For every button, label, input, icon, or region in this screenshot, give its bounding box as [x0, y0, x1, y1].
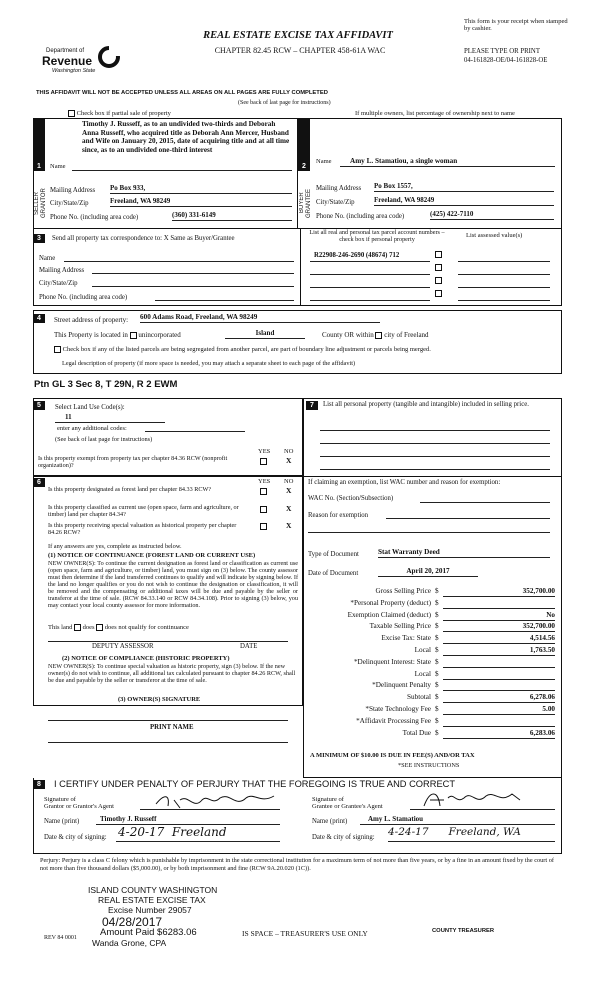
legal-description[interactable]: Ptn GL 3 Sec 8, T 29N, R 2 EWM — [34, 379, 178, 390]
financial-dollar-sign: $ — [435, 669, 439, 678]
financial-row — [305, 646, 555, 657]
historic-no-mark[interactable]: X — [286, 521, 292, 530]
street-value[interactable]: 600 Adams Road, Freeland, WA 98249 — [140, 313, 380, 323]
section3-mailing-line[interactable] — [92, 273, 294, 274]
section3-phone-line[interactable] — [155, 300, 294, 301]
revenue-swirl-icon — [98, 46, 120, 68]
financial-label: *Delinquent Interest: State — [353, 657, 431, 666]
wac-line[interactable] — [420, 502, 550, 503]
type-note: PLEASE TYPE OR PRINT — [464, 48, 540, 55]
forest-yes-checkbox[interactable] — [260, 488, 267, 495]
financial-value[interactable] — [443, 658, 555, 668]
location-row: This Property is located in unincorporated — [54, 331, 181, 339]
logo-dept: Department of — [46, 48, 85, 54]
section-7-badge: 7 — [306, 401, 318, 410]
financial-dollar-sign: $ — [435, 598, 439, 607]
financial-row — [305, 622, 555, 633]
financial-value[interactable]: 4,514.56 — [443, 634, 555, 644]
seller-city-label: City/State/Zip — [50, 200, 89, 207]
financial-row — [305, 693, 555, 704]
section3-name-line[interactable] — [64, 261, 294, 262]
grantor-signature-label-2: Grantor or Grantor's Agent — [44, 803, 114, 810]
financial-label: Subtotal — [407, 693, 431, 702]
logo-revenue: Revenue — [42, 54, 93, 68]
additional-codes-line[interactable] — [145, 431, 245, 432]
financial-dollar-sign: $ — [435, 693, 439, 702]
partial-sale-checkbox[interactable] — [68, 110, 75, 117]
financial-value[interactable]: No — [443, 611, 555, 621]
parcel-line-1 — [310, 261, 430, 262]
financial-label: *Personal Property (deduct) — [350, 598, 431, 607]
personal-property-line-2[interactable] — [320, 443, 550, 444]
section3-city-line[interactable] — [92, 286, 294, 287]
financial-row — [305, 705, 555, 716]
financial-value[interactable]: 352,700.00 — [443, 622, 555, 632]
financial-row — [305, 729, 555, 740]
financial-value[interactable] — [443, 717, 555, 727]
financial-dollar-sign: $ — [435, 587, 439, 595]
grantee-name-value[interactable]: Amy L. Stamatiou — [360, 815, 555, 825]
dor-logo — [36, 44, 126, 78]
personal-property-line-4[interactable] — [320, 469, 550, 470]
seller-name-underline — [72, 170, 292, 171]
certify-statement: I CERTIFY UNDER PENALTY OF PERJURY THAT THE FOREGOING IS TRUE AND CORRECT — [54, 779, 456, 789]
reason-line-1[interactable] — [386, 518, 550, 519]
notice1-text: NEW OWNER(S): To continue the current designation as forest land or classification as current use (open space, farm and agriculture, or timber) land, you must sign on (3) below. The county assessor must then determine if the land transferred continues to qualify and will indicate by signing below. If the land no longer qualifies or you do not wish to continue the designation or classification, it will be removed and the compensating or additional taxes will be due and payable by the seller or transferor at the time of sale. (RCW 84.33.140 or RCW 84.34.108). Prior to signing (3) below, you may contact your local county assessor for more information. — [48, 560, 298, 609]
personal-property-line-1[interactable] — [320, 430, 550, 431]
buyer-city-label: City/State/Zip — [316, 199, 355, 206]
financial-label: *Delinquent Penalty — [372, 681, 431, 690]
financial-value[interactable]: 6,278.06 — [443, 693, 555, 703]
personal-property-checkbox-1[interactable] — [435, 251, 442, 258]
form-title: REAL ESTATE EXCISE TAX AFFIDAVIT — [203, 30, 393, 41]
exemption-label: If claiming an exemption, list WAC number and reason for exemption: — [308, 479, 501, 486]
receipt-note: This form is your receipt when stamped by cashier. — [464, 18, 568, 33]
section-6-badge: 6 — [33, 478, 45, 487]
grantor-date-city-value[interactable]: 4-20-17 Freeland — [116, 826, 280, 842]
financial-value[interactable] — [443, 681, 555, 691]
financial-row — [305, 717, 555, 728]
personal-property-label: List all personal property (tangible and intangible) included in selling price. — [323, 401, 529, 408]
financial-value[interactable]: 6,283.06 — [443, 729, 555, 739]
street-label: Street address of property: — [54, 316, 129, 324]
financial-dollar-sign: $ — [435, 622, 439, 631]
doc-type-label: Type of Document — [308, 551, 359, 558]
buyer-side-label: BUYER GRANTEE — [299, 188, 312, 218]
current-use-no-mark[interactable]: X — [286, 504, 292, 513]
financial-label: Taxable Selling Price — [369, 622, 431, 631]
financial-label: *State Technology Fee — [365, 705, 431, 713]
current-use-question: Is this property classified as current use (open space, farm and agriculture, or timber) land per chapter 84.34? — [48, 504, 239, 519]
seller-name-value[interactable]: Timothy J. Russeff, as to an undivided two-thirds and Deborah Anna Russeff, who acquired title as Deborah Ann Mercer, Husband and Wife on January 20, 2015, date of acquiring title and at all time since, as to an undivided one-third interest — [82, 120, 290, 154]
seller-name-label: Name — [50, 163, 66, 170]
financial-dollar-sign: $ — [435, 728, 439, 737]
stamp-line-1: ISLAND COUNTY WASHINGTON — [88, 885, 218, 895]
buyer-name-value[interactable]: Amy L. Stamatiou, a single woman — [350, 157, 458, 165]
seller-mailing-value[interactable]: Po Box 933, — [110, 184, 292, 194]
financial-label: Exemption Claimed (deduct) — [347, 610, 431, 619]
financial-row — [305, 634, 555, 645]
parcel-header: List all real and personal tax parcel account numbers – check box if personal property — [309, 229, 445, 244]
city-row: County OR within city of Freeland — [322, 331, 429, 339]
buyer-phone-label: Phone No. (including area code) — [316, 213, 405, 220]
seller-black-bar — [33, 118, 45, 162]
grantor-signature-line — [140, 809, 280, 810]
stamp-line-2: REAL ESTATE EXCISE TAX — [98, 895, 206, 906]
doc-type-value[interactable]: Stat Warranty Deed — [378, 548, 550, 558]
owner-signature-line[interactable] — [48, 720, 288, 721]
financial-label: Local — [414, 646, 431, 654]
buyer-mailing-value[interactable]: Po Box 1557, — [374, 182, 554, 192]
treasurer-stamp — [88, 885, 217, 948]
section-2-badge: 2 — [298, 162, 310, 171]
financial-label: *Affidavit Processing Fee — [356, 716, 431, 725]
financial-row — [305, 670, 555, 681]
notice2-title: (2) NOTICE OF COMPLIANCE (HISTORIC PROPERTY) — [62, 655, 230, 662]
does-qualify-checkbox[interactable] — [74, 624, 81, 631]
segregated-row: Check box if any of the listed parcels are being segregated from another parcel, are part of boundary line adjustment or parcels being merged. — [54, 346, 431, 353]
grantor-signature-label-1: Signature of — [44, 796, 76, 803]
parcel-number[interactable]: R22908-246-2690 (48674) 712 — [314, 252, 400, 259]
grantee-signature-label-1: Signature of — [312, 796, 344, 803]
stamp-line-5: Amount Paid $6283.06 — [100, 927, 197, 939]
seller-city-value[interactable]: Freeland, WA 98249 — [110, 197, 292, 207]
historic-question: Is this property receiving special valuation as historical property per chapter 84.26 RCW? — [48, 522, 237, 537]
city-checkbox[interactable] — [375, 332, 382, 339]
assessed-header: List assessed value(s) — [466, 232, 523, 239]
logo-state: Washington State — [52, 68, 96, 74]
perjury-statement: Perjury: Perjury is a class C felony which is punishable by imprisonment in the state correctional institution for a maximum term of not more than five years, or by a fine in an amount fixed by the court of not more than five thousand dollars ($5,000.00), or by both imprisonment and fine (RCW 9A.20.020 (1C)). — [40, 857, 554, 872]
county-value[interactable]: Island — [225, 329, 305, 339]
exempt-yes-checkbox[interactable] — [260, 458, 267, 465]
see-instructions-note: *SEE INSTRUCTIONS — [398, 762, 460, 769]
form-numbers: 04-161828-OE/04-161828-OE — [464, 57, 548, 64]
reason-line-2[interactable] — [308, 532, 550, 533]
section3-phone-label: Phone No. (including area code) — [39, 294, 128, 301]
financial-row — [305, 611, 555, 622]
legal-label: Legal description of property (if more space is needed, you may attach a separate sheet to each page of the affidavit) — [62, 360, 356, 367]
financial-value[interactable]: 5.00 — [443, 705, 555, 715]
buyer-phone-value[interactable]: (425) 422-7110 — [430, 210, 554, 220]
seller-phone-value[interactable]: (360) 331-6149 — [172, 211, 292, 221]
financial-label: Gross Selling Price — [375, 587, 431, 595]
form-chapter: CHAPTER 82.45 RCW – CHAPTER 458-61A WAC — [214, 46, 386, 55]
current-use-yes-checkbox[interactable] — [260, 506, 267, 513]
section3-name-label: Name — [39, 255, 56, 262]
buyer-name-underline — [340, 166, 555, 167]
rev-number: REV 84 0001 — [44, 935, 77, 941]
assessed-line-4[interactable] — [458, 300, 550, 301]
grantee-date-city-value[interactable]: 4-24-17 Freeland, WA — [388, 826, 555, 842]
stamp-line-4: 04/28/2017 — [102, 914, 163, 929]
forest-no-mark[interactable]: X — [286, 486, 292, 495]
grantee-name-label: Name (print) — [312, 818, 348, 825]
seller-side-label: SELLER GRANTOR — [34, 188, 47, 218]
financial-row — [305, 587, 555, 598]
county-treasurer-label: COUNTY TREASURER — [432, 928, 495, 934]
treasurer-use-note: IS SPACE – TREASURER'S USE ONLY — [242, 929, 368, 938]
instructions-note: (See back of last page for instructions) — [238, 100, 331, 106]
personal-property-checkbox-4[interactable] — [435, 290, 442, 297]
personal-property-checkbox-3[interactable] — [435, 277, 442, 284]
section7-exemption-rule — [303, 476, 562, 477]
buyer-mailing-label: Mailing Address — [316, 185, 362, 192]
parcel-line-3[interactable] — [310, 287, 430, 288]
section-1-badge: 1 — [33, 162, 45, 171]
section3-label: Send all property tax correspondence to: X Same as Buyer/Grantee — [52, 235, 235, 242]
deputy-assessor-label: DEPUTY ASSESSOR — [92, 643, 154, 650]
section6-no: NO — [284, 478, 294, 485]
partial-sale-row: Check box if partial sale of property — [68, 110, 171, 117]
financial-dollar-sign: $ — [435, 681, 439, 690]
deputy-date-label: DATE — [240, 643, 258, 650]
land-use-label: Select Land Use Code(s): — [55, 404, 125, 411]
parcel-line-2[interactable] — [310, 274, 430, 275]
section-5-badge: 5 — [33, 401, 45, 410]
grantor-date-city-label: Date & city of signing: — [44, 834, 107, 841]
seller-mailing-label: Mailing Address — [50, 187, 96, 194]
financial-dollar-sign: $ — [435, 610, 439, 619]
exempt-no-mark[interactable]: X — [286, 456, 292, 465]
financial-label: Excise Tax: State — [381, 634, 431, 643]
assessor-signature-line[interactable] — [48, 641, 288, 642]
financial-dollar-sign: $ — [435, 705, 439, 713]
grantee-signature-line — [410, 809, 555, 810]
financial-dollar-sign: $ — [435, 634, 439, 643]
notice1-title: (1) NOTICE OF CONTINUANCE (FOREST LAND OR CURRENT USE) — [48, 552, 256, 559]
wac-label: WAC No. (Section/Subsection) — [308, 495, 394, 502]
financial-row — [305, 599, 555, 610]
section5-no: NO — [284, 448, 294, 455]
section3-mailing-label: Mailing Address — [39, 267, 85, 274]
financial-dollar-sign: $ — [435, 716, 439, 725]
print-name-label: PRINT NAME — [150, 724, 194, 731]
financial-value[interactable] — [443, 599, 555, 609]
seller-phone-label: Phone No. (including area code) — [50, 214, 139, 221]
section-8-badge: 8 — [33, 780, 45, 789]
exempt-question: Is this property exempt from property tax per chapter 84.36 RCW (nonprofit organization)? — [38, 455, 228, 470]
buyer-city-value[interactable]: Freeland, WA 98249 — [374, 196, 554, 206]
if-yes-note: If any answers are yes, complete as instructed below. — [48, 543, 182, 550]
grantee-date-city-label: Date & city of signing: — [312, 834, 375, 841]
section-4-badge: 4 — [33, 314, 45, 323]
grantor-name-label: Name (print) — [44, 818, 80, 825]
warning-text: THIS AFFIDAVIT WILL NOT BE ACCEPTED UNLESS ALL AREAS ON ALL PAGES ARE FULLY COMPLETED — [36, 90, 328, 96]
forest-question: Is this property designated as forest land per chapter 84.33 RCW? — [48, 486, 212, 493]
does-not-qualify-checkbox[interactable] — [96, 624, 103, 631]
doc-date-value[interactable]: April 20, 2017 — [378, 567, 478, 577]
stamp-line-6: Wanda Grone, CPA — [92, 938, 167, 949]
financial-dollar-sign: $ — [435, 646, 439, 654]
multiple-owners-note: If multiple owners, list percentage of ownership next to name — [355, 110, 515, 117]
grantor-name-value[interactable]: Timothy J. Russeff — [96, 815, 280, 825]
reason-label: Reason for exemption — [308, 512, 369, 519]
financial-label: Local — [414, 669, 431, 678]
doc-date-label: Date of Document — [308, 570, 359, 577]
assessed-line-1[interactable] — [458, 261, 550, 262]
land-use-value[interactable]: 11 — [55, 413, 165, 423]
financial-label: Total Due — [402, 728, 431, 737]
personal-property-checkbox-2[interactable] — [435, 264, 442, 271]
personal-property-line-3[interactable] — [320, 456, 550, 457]
section3-top-rule — [33, 228, 562, 229]
parcel-line-4[interactable] — [310, 300, 430, 301]
financial-row — [305, 658, 555, 669]
unincorporated-checkbox[interactable] — [130, 332, 137, 339]
owner-signature-label: (3) OWNER(S) SIGNATURE — [118, 696, 201, 703]
financial-value[interactable] — [443, 670, 555, 680]
grantee-signature-label-2: Grantee or Grantee's Agent — [312, 803, 383, 810]
section3-divider — [300, 228, 301, 306]
section-3-badge: 3 — [33, 234, 45, 243]
stamp-line-3: Excise Number 29057 — [108, 905, 192, 916]
section6-yes: YES — [258, 478, 271, 485]
qualify-row: This land does does not qualify for continuance — [48, 624, 189, 631]
financial-row — [305, 681, 555, 692]
print-name-line[interactable] — [48, 742, 288, 743]
historic-yes-checkbox[interactable] — [260, 523, 267, 530]
assessed-line-3[interactable] — [458, 287, 550, 288]
financial-dollar-sign: $ — [435, 657, 439, 666]
notice2-text: NEW OWNER(S): To continue special valuation as historic property, sign (3) below. If the new owner(s) do not wish to continue, all additional tax calculated pursuant to chapter 84.26 RCW, shall be due and payable by the seller or transferor at the time of sale. — [48, 663, 296, 684]
financial-value[interactable]: 1,763.50 — [443, 646, 555, 656]
additional-codes-label: enter any additional codes: — [57, 425, 127, 432]
buyer-name-label: Name — [316, 158, 332, 165]
buyer-black-bar — [298, 118, 310, 162]
minimum-fee-note: A MINIMUM OF $10.00 IS DUE IN FEE(S) AND/OR TAX — [310, 752, 475, 759]
section5-yes: YES — [258, 448, 271, 455]
section3-city-label: City/State/Zip — [39, 280, 78, 287]
assessed-line-2[interactable] — [458, 274, 550, 275]
section5-see-back: (See back of last page for instructions) — [55, 436, 153, 443]
segregated-checkbox[interactable] — [54, 346, 61, 353]
financial-value[interactable]: 352,700.00 — [443, 587, 555, 597]
